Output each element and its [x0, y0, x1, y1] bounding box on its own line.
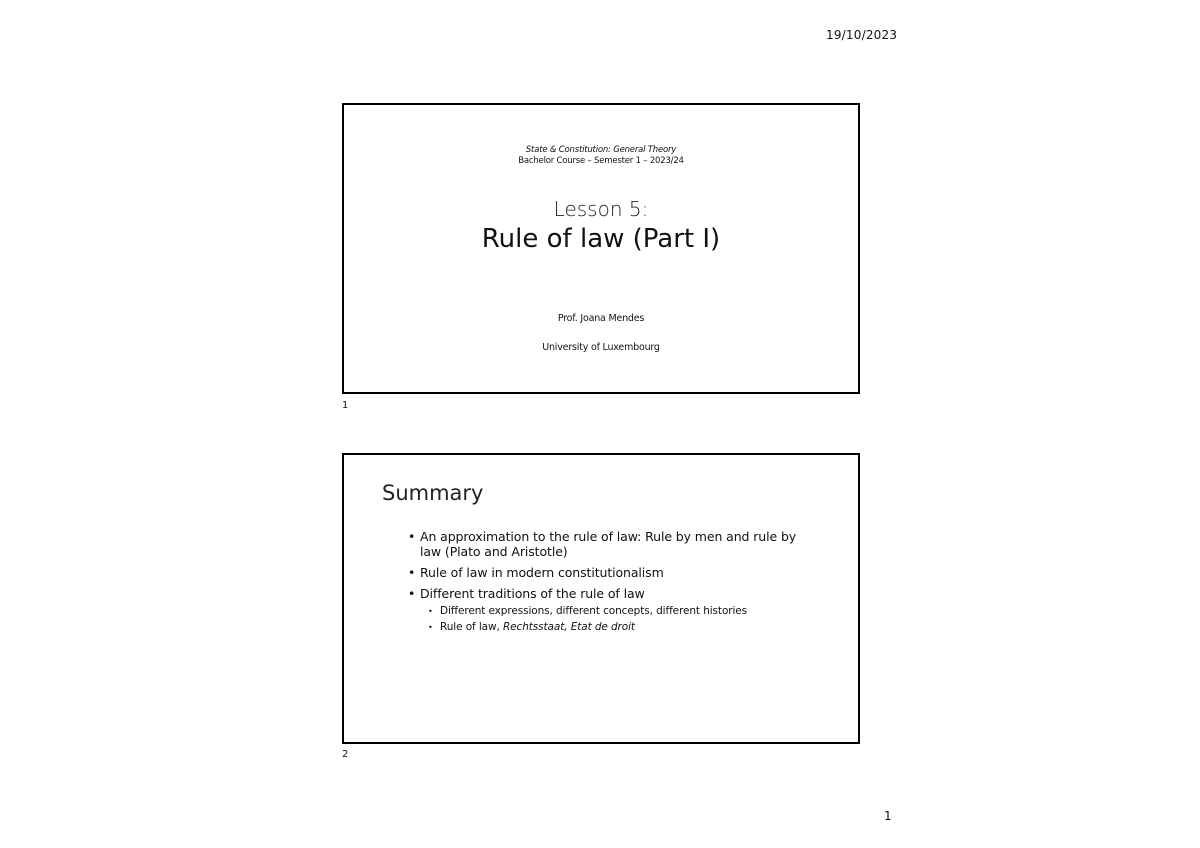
university-name: University of Luxembourg — [542, 342, 660, 353]
course-subtitle: Bachelor Course – Semester 1 – 2023/24 — [518, 156, 684, 166]
sub-bullet-item — [428, 604, 808, 619]
summary-heading: Summary — [382, 481, 484, 505]
sub-bullet-text: Rule of law, — [440, 621, 503, 633]
summary-bullet-list — [408, 529, 808, 641]
bullet-item — [408, 565, 808, 580]
course-title: State & Constitution: General Theory — [525, 145, 677, 155]
sub-bullet-list — [428, 604, 808, 635]
professor-name: Prof. Joana Mendes — [557, 313, 645, 324]
slide-1-title — [342, 103, 860, 394]
slide-2-summary — [342, 453, 860, 744]
sub-bullet-text: Different expressions, different concepts, different histories — [440, 605, 748, 617]
slide-1-number: 1 — [342, 400, 349, 411]
bullet-item — [408, 529, 808, 559]
lesson-title: Rule of law (Part I) — [481, 224, 721, 254]
page-date: 19/10/2023 — [826, 28, 898, 42]
bullet-text: An approximation to the rule of law: Rule by men and rule by law (Plato and Aristotle) — [420, 529, 797, 559]
slide-2-number: 2 — [342, 749, 349, 760]
lesson-number: Lesson 5: — [553, 197, 649, 221]
sub-bullet-italic-text: Rechtsstaat, Etat de droit — [502, 621, 635, 633]
page-number: 1 — [884, 809, 892, 823]
bullet-text: Different traditions of the rule of law — [420, 586, 645, 601]
sub-bullet-item — [428, 620, 808, 635]
bullet-text: Rule of law in modern constitutionalism — [420, 565, 664, 580]
bullet-item — [408, 586, 808, 635]
